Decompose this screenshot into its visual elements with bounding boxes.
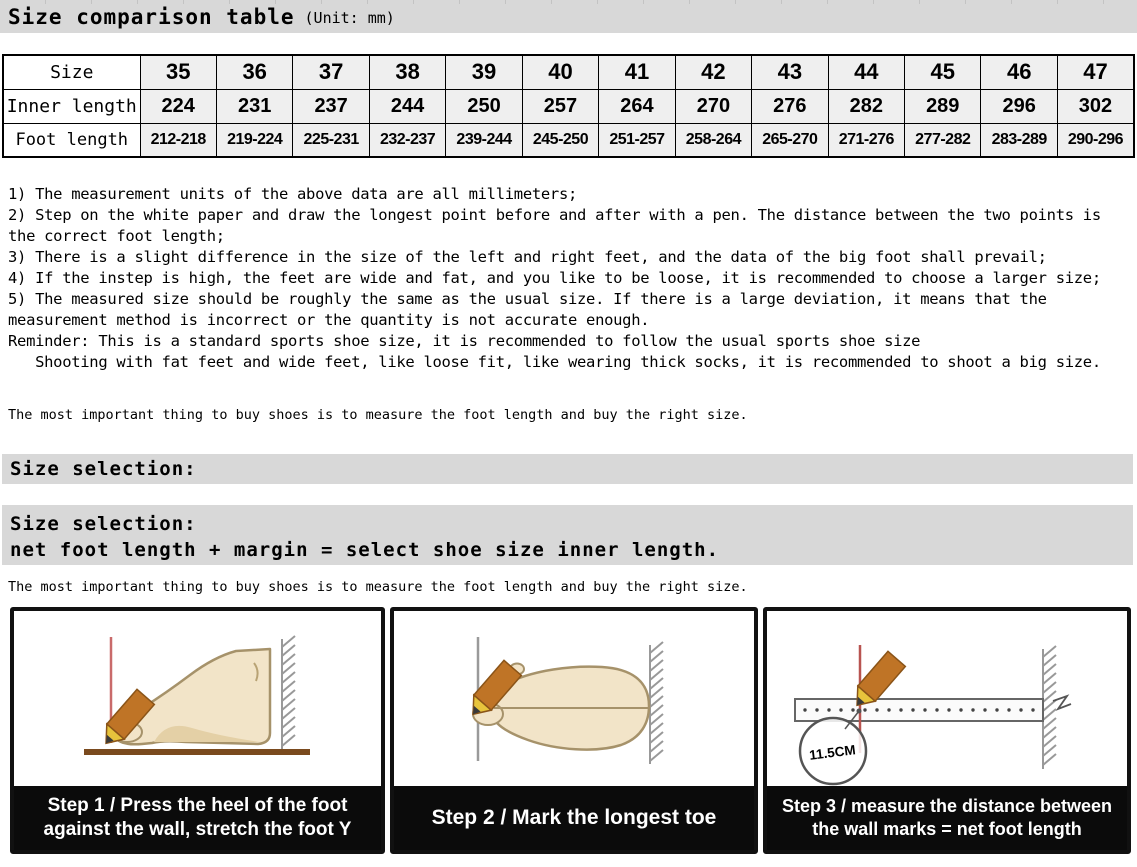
wall-hatch-icon — [1043, 646, 1056, 769]
table-cell: 38 — [369, 55, 445, 89]
table-cell: 40 — [522, 55, 598, 89]
table-cell: 302 — [1057, 89, 1134, 123]
footprint-top-icon — [394, 611, 754, 786]
table-cell: 290-296 — [1057, 123, 1134, 157]
step3-caption — [767, 786, 1127, 850]
table-cell: 43 — [752, 55, 828, 89]
table-cell: 44 — [828, 55, 904, 89]
table-cell: 250 — [446, 89, 522, 123]
table-cell: 232-237 — [369, 123, 445, 157]
table-cell: 296 — [981, 89, 1057, 123]
table-cell: 257 — [522, 89, 598, 123]
table-cell: 35 — [140, 55, 216, 89]
table-cell: 231 — [216, 89, 292, 123]
table-cell: 282 — [828, 89, 904, 123]
step2-panel — [390, 607, 758, 854]
table-cell: 277-282 — [905, 123, 981, 157]
size-selection-block — [2, 505, 1133, 565]
table-cell: 224 — [140, 89, 216, 123]
table-cell: 258-264 — [675, 123, 751, 157]
note-line: 5) The measured size should be roughly the same as the usual size. If there is a large deviation, it means that the — [8, 290, 1047, 308]
step2-caption — [394, 786, 754, 850]
measurement-steps — [10, 607, 1131, 854]
table-cell: 212-218 — [140, 123, 216, 157]
step1-caption — [14, 786, 381, 850]
table-row — [3, 55, 1134, 89]
table-row — [3, 89, 1134, 123]
table-cell: 270 — [675, 89, 751, 123]
note-line: Reminder: This is a standard sports shoe size, it is recommended to follow the usual sports shoe size — [8, 332, 921, 350]
table-cell: 46 — [981, 55, 1057, 89]
step3-caption-line2: the wall marks = net foot length — [812, 819, 1082, 839]
table-cell: 37 — [293, 55, 369, 89]
table-cell: 283-289 — [981, 123, 1057, 157]
step3-panel — [763, 607, 1131, 854]
table-cell: 219-224 — [216, 123, 292, 157]
table-cell: 36 — [216, 55, 292, 89]
step2-caption-line1: Step 2 / Mark the longest toe — [431, 805, 717, 829]
size-selection-heading: Size selection: — [2, 454, 1133, 484]
measure-label: 11.5CM — [808, 742, 857, 763]
important-note-repeat: The most important thing to buy shoes is to measure the foot length and buy the right size. — [8, 579, 748, 595]
row-header: Size — [3, 55, 140, 89]
note-line: 3) There is a slight difference in the size of the left and right feet, and the data of the big foot shall prevail; — [8, 248, 1047, 266]
step1-panel — [10, 607, 385, 854]
table-cell: 289 — [905, 89, 981, 123]
step1-caption-line1: Step 1 / Press the heel of the foot — [47, 794, 348, 816]
size-selection-formula: net foot length + margin = select shoe size inner length. — [10, 539, 720, 561]
table-cell: 41 — [599, 55, 675, 89]
table-cell: 239-244 — [446, 123, 522, 157]
step1-caption-line2: against the wall, stretch the foot Y — [43, 819, 352, 840]
table-cell: 225-231 — [293, 123, 369, 157]
table-cell: 39 — [446, 55, 522, 89]
important-note: The most important thing to buy shoes is to measure the foot length and buy the right size. — [8, 407, 748, 423]
ruler-measure-icon — [767, 611, 1127, 786]
table-cell: 237 — [293, 89, 369, 123]
table-cell: 265-270 — [752, 123, 828, 157]
table-cell: 47 — [1057, 55, 1134, 89]
note-line: 1) The measurement units of the above data are all millimeters; — [8, 185, 578, 203]
note-line: Shooting with fat feet and wide feet, like loose fit, like wearing thick socks, it is recommended to shoot a big size. — [8, 353, 1101, 371]
table-row — [3, 123, 1134, 157]
note-line: 2) Step on the white paper and draw the longest point before and after with a pen. The distance between the two points is — [8, 206, 1101, 224]
size-selection-block-title: Size selection: — [10, 513, 197, 535]
step3-caption-line1: Step 3 / measure the distance between — [781, 795, 1113, 816]
table-cell: 271-276 — [828, 123, 904, 157]
note-line: measurement method is incorrect or the quantity is not accurate enough. — [8, 311, 650, 329]
wall-hatch-icon — [650, 642, 663, 764]
wall-hatch-icon — [282, 636, 295, 751]
table-cell: 264 — [599, 89, 675, 123]
note-line: 4) If the instep is high, the feet are wide and fat, and you like to be loose, it is recommended to choose a larger size; — [8, 269, 1101, 287]
page-title: Size comparison table — [8, 4, 295, 29]
title-band — [0, 0, 1137, 33]
table-cell: 245-250 — [522, 123, 598, 157]
title-unit: (Unit: mm) — [304, 8, 395, 27]
row-header: Inner length — [3, 89, 140, 123]
table-cell: 251-257 — [599, 123, 675, 157]
foot-side-wall-icon — [14, 611, 381, 786]
table-cell: 244 — [369, 89, 445, 123]
table-cell: 276 — [752, 89, 828, 123]
step1-illustration — [14, 611, 381, 786]
note-line: the correct foot length; — [8, 227, 225, 245]
step2-illustration — [394, 611, 754, 786]
step3-illustration — [767, 611, 1127, 786]
table-cell: 45 — [905, 55, 981, 89]
wall-arrow-mark — [1053, 696, 1071, 709]
size-comparison-table — [2, 54, 1135, 158]
row-header: Foot length — [3, 123, 140, 157]
measurement-notes — [8, 184, 1137, 373]
table-cell: 42 — [675, 55, 751, 89]
